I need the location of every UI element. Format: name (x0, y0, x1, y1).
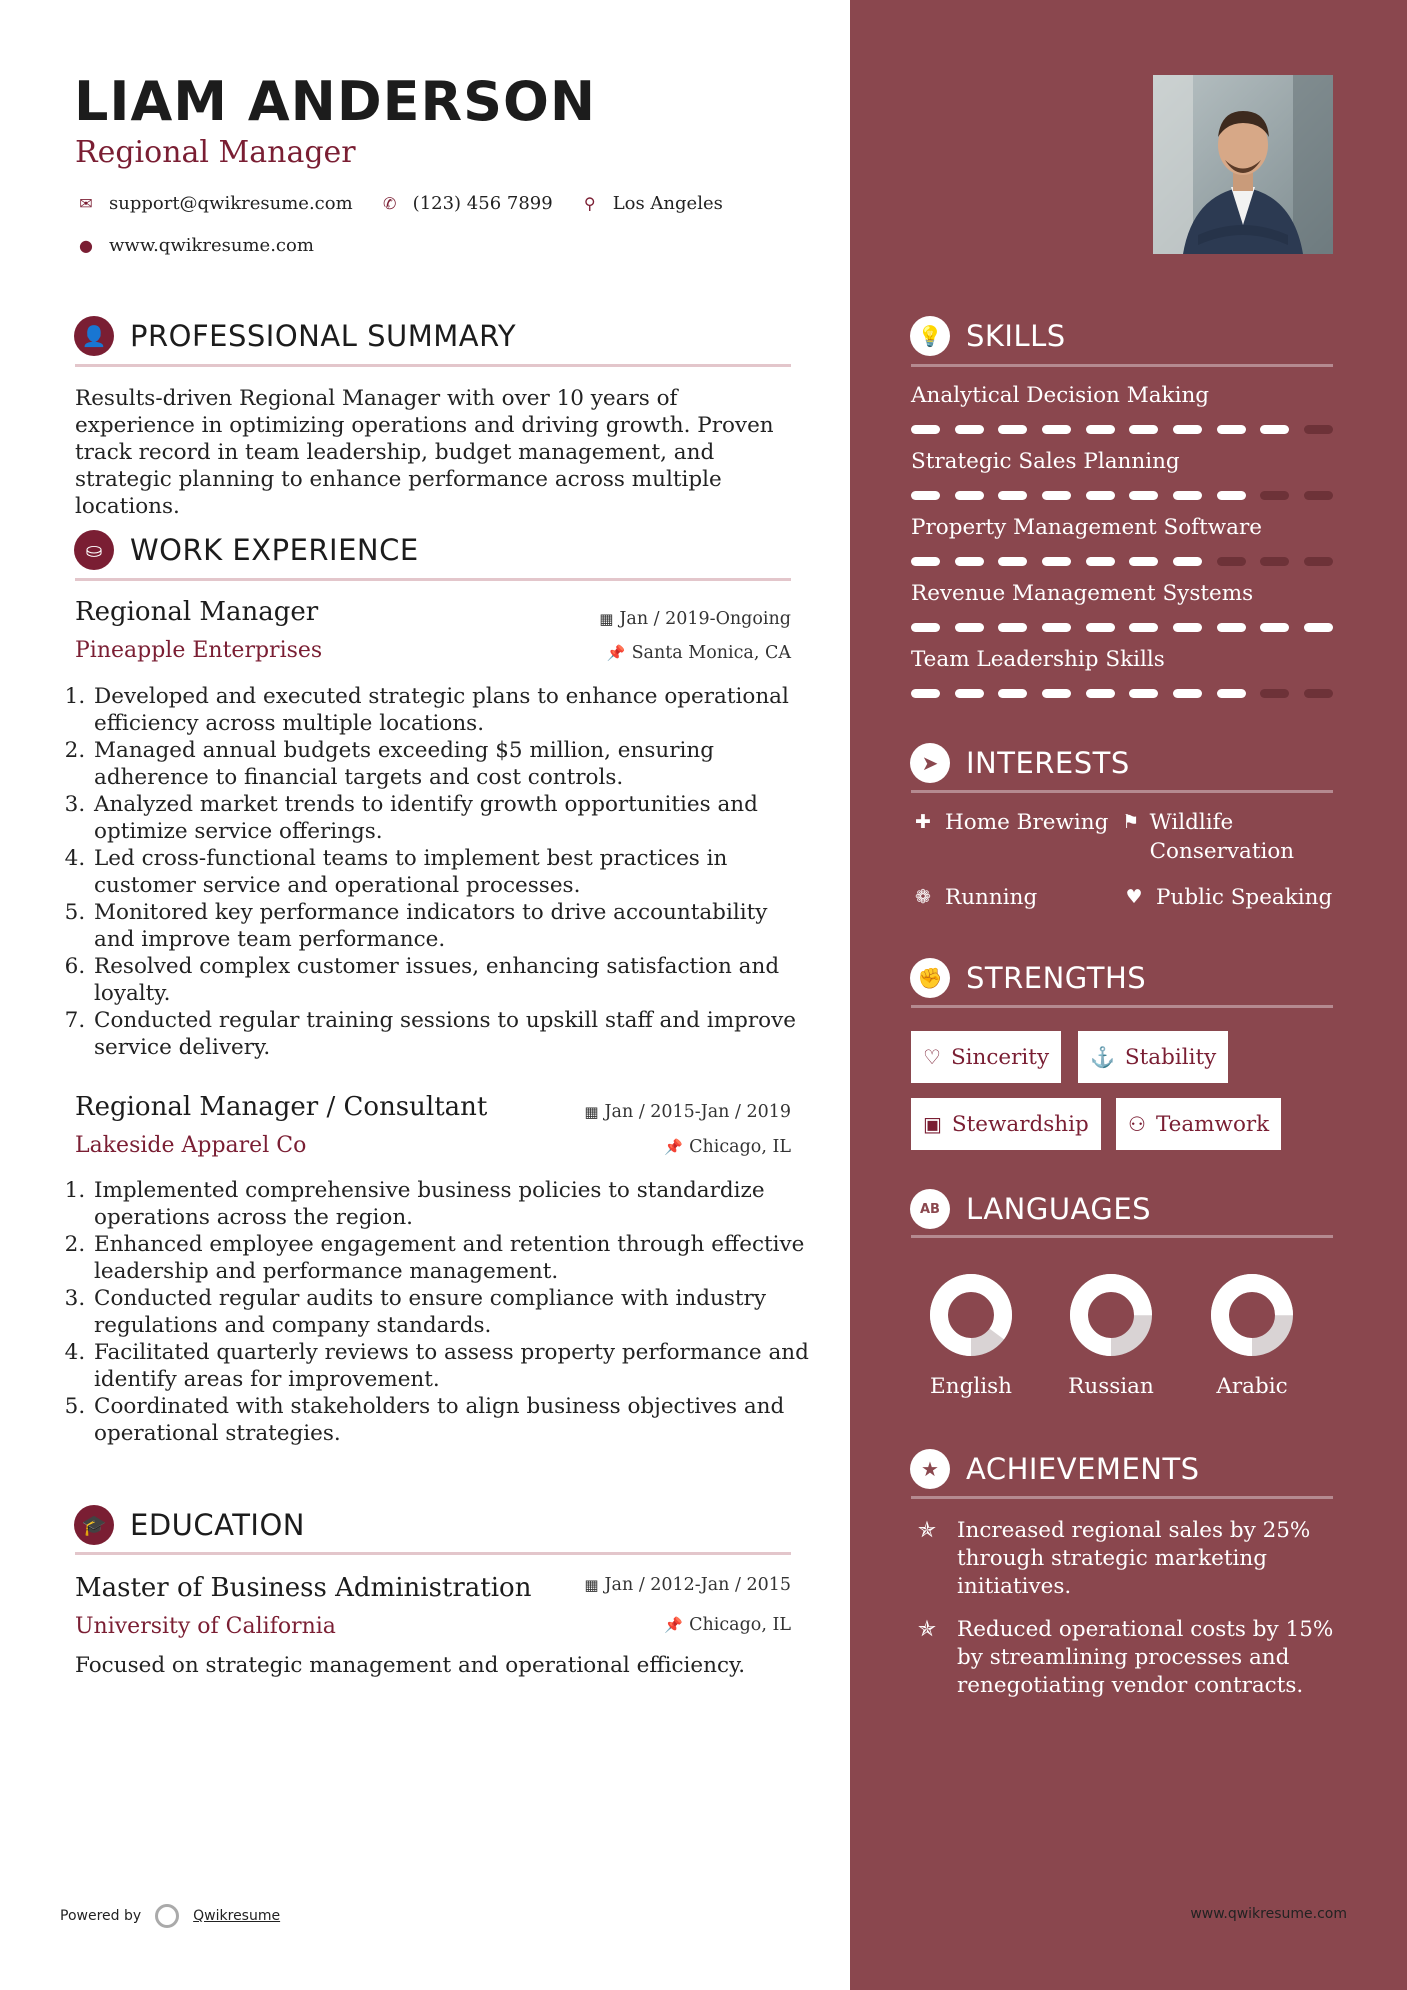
job-dates (584, 1102, 791, 1122)
skill-name: Revenue Management Systems (911, 581, 1254, 606)
job-dates-text: Jan / 2015-Jan / 2019 (604, 1102, 791, 1122)
rating-dash (1173, 491, 1202, 500)
language-label: English (930, 1374, 1012, 1399)
website-text: www.qwikresume.com (109, 235, 314, 256)
languages-title: LANGUAGES (966, 1192, 1152, 1226)
list-item: 4. Facilitated quarterly reviews to assess property performance and identify areas for improvement. (92, 1339, 812, 1393)
rating-dash (955, 491, 984, 500)
skill-rating (911, 491, 1333, 500)
interest-label: Public Speaking (1156, 885, 1333, 910)
strength-chip (911, 1098, 1101, 1150)
job-location-text: Chicago, IL (689, 1137, 791, 1157)
paw-icon: ❁ (915, 886, 931, 908)
rating-dash (911, 557, 940, 566)
experience-divider (75, 578, 791, 581)
job-company: Pineapple Enterprises (75, 638, 323, 663)
interest-label: Home Brewing (945, 810, 1109, 835)
school-name: University of California (75, 1614, 336, 1639)
skill-rating (911, 623, 1333, 632)
interest-item (911, 883, 1037, 912)
achievement-text: Increased regional sales by 25% through strategic marketing initiatives. (957, 1518, 1311, 1599)
strength-chip (1116, 1098, 1281, 1150)
puzzle-icon: ✚ (915, 811, 931, 833)
list-item: 6. Resolved complex customer issues, enhancing satisfaction and loyalty. (92, 953, 812, 1007)
strength-label: Stewardship (951, 1111, 1089, 1137)
contact-row-2 (75, 235, 340, 256)
profile-photo (1153, 75, 1333, 254)
achievements-title: ACHIEVEMENTS (966, 1452, 1200, 1486)
rating-dash (1304, 491, 1333, 500)
strength-label: Stability (1124, 1044, 1217, 1070)
rating-dash (1129, 557, 1158, 566)
rating-dash (911, 689, 940, 698)
rating-dash (1260, 623, 1289, 632)
rating-dash (1129, 689, 1158, 698)
shooting-star-icon: ✯ (917, 1617, 937, 1642)
anchor-icon: ⚓ (1090, 1045, 1115, 1069)
calendar-icon: ▦ (599, 610, 614, 628)
rating-dash (1217, 557, 1246, 566)
language-label: Arabic (1216, 1374, 1288, 1399)
rating-dash (1217, 425, 1246, 434)
strengths-title: STRENGTHS (966, 961, 1147, 995)
contact-email[interactable] (75, 193, 353, 214)
pushpin-icon: 📌 (606, 644, 626, 662)
education-text: Focused on strategic management and operational efficiency. (75, 1653, 746, 1678)
rating-dash (1304, 623, 1333, 632)
sidebar (850, 0, 1407, 1990)
achievement-item (911, 1616, 1351, 1700)
users-icon: ⚇ (1128, 1112, 1146, 1136)
contact-location (579, 193, 723, 214)
phone-icon: ✆ (382, 194, 397, 213)
contact-row (75, 193, 749, 214)
footer-powered-by (60, 1904, 280, 1928)
job-location-text: Santa Monica, CA (631, 643, 791, 663)
achievements-heading (910, 1449, 1200, 1489)
rating-dash (998, 557, 1027, 566)
list-item: 7. Conducted regular training sessions to upskill staff and improve service delivery. (92, 1007, 812, 1061)
rating-dash (1086, 557, 1115, 566)
office-chair-icon: ⛀ (74, 530, 114, 570)
powered-by-text: Powered by (60, 1908, 142, 1924)
rating-dash (955, 689, 984, 698)
language-rings (850, 1260, 1407, 1380)
list-item: 3. Analyzed market trends to identify growth opportunities and optimize service offerings. (92, 791, 812, 845)
rating-dash (1042, 623, 1071, 632)
rating-dash (1304, 425, 1333, 434)
calendar-icon: ▦ (584, 1576, 599, 1594)
skill-rating (911, 425, 1333, 434)
location-text: Los Angeles (612, 193, 723, 214)
pushpin-icon: 📌 (664, 1616, 684, 1634)
flag-icon: ⚑ (1122, 811, 1140, 833)
rating-dash (1260, 425, 1289, 434)
rating-dash (911, 491, 940, 500)
list-item: 4. Led cross-functional teams to implement best practices in customer service and operational processes. (92, 845, 812, 899)
job-title: Regional Manager / Consultant (75, 1092, 488, 1122)
candidate-name: LIAM ANDERSON (74, 70, 597, 133)
rating-dash (998, 623, 1027, 632)
summary-heading (74, 316, 516, 356)
rating-dash (1086, 623, 1115, 632)
rating-dash (911, 425, 940, 434)
experience-heading (74, 530, 419, 570)
briefcase-icon: ▣ (923, 1112, 942, 1136)
achievement-text: Reduced operational costs by 15% by streamlining processes and renegotiating vendor contracts. (957, 1617, 1334, 1698)
paper-plane-icon: ➤ (910, 743, 950, 783)
interests-divider (911, 790, 1333, 793)
phone-text: (123) 456 7899 (412, 193, 553, 214)
skill-rating (911, 689, 1333, 698)
list-item: 2. Managed annual budgets exceeding $5 million, ensuring adherence to financial targets and cost controls. (92, 737, 812, 791)
lightbulb-icon: 💡 (910, 316, 950, 356)
graduate-icon: 🎓 (74, 1505, 114, 1545)
rating-dash (1173, 623, 1202, 632)
interest-label: Wildlife Conservation (1149, 810, 1295, 864)
job-company: Lakeside Apparel Co (75, 1133, 307, 1158)
strengths-divider (911, 1005, 1333, 1008)
skill-name: Team Leadership Skills (911, 647, 1165, 672)
rating-dash (1042, 689, 1071, 698)
star-badge-icon: ★ (910, 1449, 950, 1489)
user-icon: 👤 (74, 316, 114, 356)
map-pin-icon: ⚲ (583, 194, 596, 213)
job-bullets (75, 683, 812, 1061)
fist-icon: ✊ (910, 958, 950, 998)
job-title: Regional Manager (75, 597, 319, 627)
skill-name: Analytical Decision Making (911, 383, 1210, 408)
pushpin-icon: 📌 (664, 1138, 684, 1156)
email-text: support@qwikresume.com (109, 193, 353, 214)
skill-name: Property Management Software (911, 515, 1262, 540)
skill-rating (911, 557, 1333, 566)
rating-dash (955, 623, 984, 632)
rating-dash (911, 623, 940, 632)
rating-dash (1042, 425, 1071, 434)
rating-dash (1260, 491, 1289, 500)
globe-icon: ● (79, 236, 93, 255)
language-icon: AB (910, 1189, 950, 1229)
rating-dash (1304, 689, 1333, 698)
rating-dash (998, 689, 1027, 698)
rating-dash (1217, 491, 1246, 500)
interest-item (1122, 883, 1332, 912)
summary-title: PROFESSIONAL SUMMARY (130, 319, 517, 353)
rating-dash (1129, 623, 1158, 632)
strength-label: Sincerity (950, 1044, 1050, 1070)
list-item: 3. Conducted regular audits to ensure compliance with industry regulations and company standards. (92, 1285, 812, 1339)
calendar-icon: ▦ (584, 1103, 599, 1121)
brand-link[interactable]: Qwikresume (193, 1908, 281, 1924)
education-divider (75, 1552, 791, 1555)
rating-dash (955, 425, 984, 434)
interest-item (1122, 808, 1322, 866)
contact-website[interactable] (75, 235, 314, 256)
heartbeat-icon: ♥ (1125, 886, 1143, 908)
strength-label: Teamwork (1155, 1111, 1270, 1137)
rating-dash (1217, 689, 1246, 698)
strength-chip (911, 1031, 1061, 1083)
education-heading (74, 1505, 305, 1545)
contact-phone[interactable] (379, 193, 553, 214)
rating-dash (998, 491, 1027, 500)
languages-heading (910, 1189, 1151, 1229)
candidate-role: Regional Manager (75, 135, 356, 170)
skills-heading (910, 316, 1066, 356)
rating-dash (1129, 425, 1158, 434)
rating-dash (1086, 491, 1115, 500)
job-bullets (75, 1177, 812, 1447)
skill-name: Strategic Sales Planning (911, 449, 1180, 474)
footer-site[interactable]: www.qwikresume.com (1190, 1906, 1347, 1922)
interest-label: Running (945, 885, 1038, 910)
rating-dash (1260, 689, 1289, 698)
job-location (607, 643, 791, 663)
achievement-item (911, 1517, 1351, 1601)
job-location (664, 1137, 791, 1157)
list-item: 2. Enhanced employee engagement and retention through effective leadership and performance management. (92, 1231, 812, 1285)
rating-dash (1129, 491, 1158, 500)
list-item: 5. Monitored key performance indicators to drive accountability and improve team performance. (92, 899, 812, 953)
summary-divider (75, 364, 791, 367)
rating-dash (1173, 689, 1202, 698)
strength-chip (1078, 1031, 1228, 1083)
rating-dash (1086, 689, 1115, 698)
education-dates (584, 1575, 791, 1595)
rating-dash (1304, 557, 1333, 566)
interests-title: INTERESTS (966, 746, 1130, 780)
rating-dash (1217, 623, 1246, 632)
heart-icon: ♡ (923, 1045, 941, 1069)
languages-divider (911, 1235, 1333, 1238)
degree-title: Master of Business Administration (75, 1573, 532, 1603)
strengths-heading (910, 958, 1146, 998)
rating-dash (1260, 557, 1289, 566)
qwikresume-logo-icon (155, 1904, 179, 1928)
rating-dash (1042, 557, 1071, 566)
list-item: 5. Coordinated with stakeholders to align business objectives and operational strategies. (92, 1393, 812, 1447)
rating-dash (1173, 557, 1202, 566)
skills-divider (911, 364, 1333, 367)
achievements-divider (911, 1496, 1333, 1499)
rating-dash (1173, 425, 1202, 434)
list-item: 1. Implemented comprehensive business policies to standardize operations across the region. (92, 1177, 812, 1231)
rating-dash (1086, 425, 1115, 434)
shooting-star-icon: ✯ (917, 1518, 937, 1543)
job-dates (599, 609, 791, 629)
summary-text: Results-driven Regional Manager with over 10 years of experience in optimizing operations and driving growth. Proven track record in team leadership, budget management, and strategic planning to enhance performance across multiple locations. (75, 386, 774, 519)
experience-title: WORK EXPERIENCE (130, 533, 419, 567)
education-title: EDUCATION (130, 1508, 306, 1542)
interest-item (911, 808, 1108, 837)
education-location-text: Chicago, IL (689, 1615, 791, 1635)
interests-heading (910, 743, 1130, 783)
language-label: Russian (1068, 1374, 1154, 1399)
rating-dash (955, 557, 984, 566)
education-dates-text: Jan / 2012-Jan / 2015 (604, 1575, 791, 1595)
rating-dash (1042, 491, 1071, 500)
skills-title: SKILLS (966, 319, 1066, 353)
envelope-icon: ✉ (79, 194, 93, 213)
list-item: 1. Developed and executed strategic plans to enhance operational efficiency across multiple locations. (92, 683, 812, 737)
job-dates-text: Jan / 2019-Ongoing (619, 609, 791, 629)
education-location (664, 1615, 791, 1635)
rating-dash (998, 425, 1027, 434)
